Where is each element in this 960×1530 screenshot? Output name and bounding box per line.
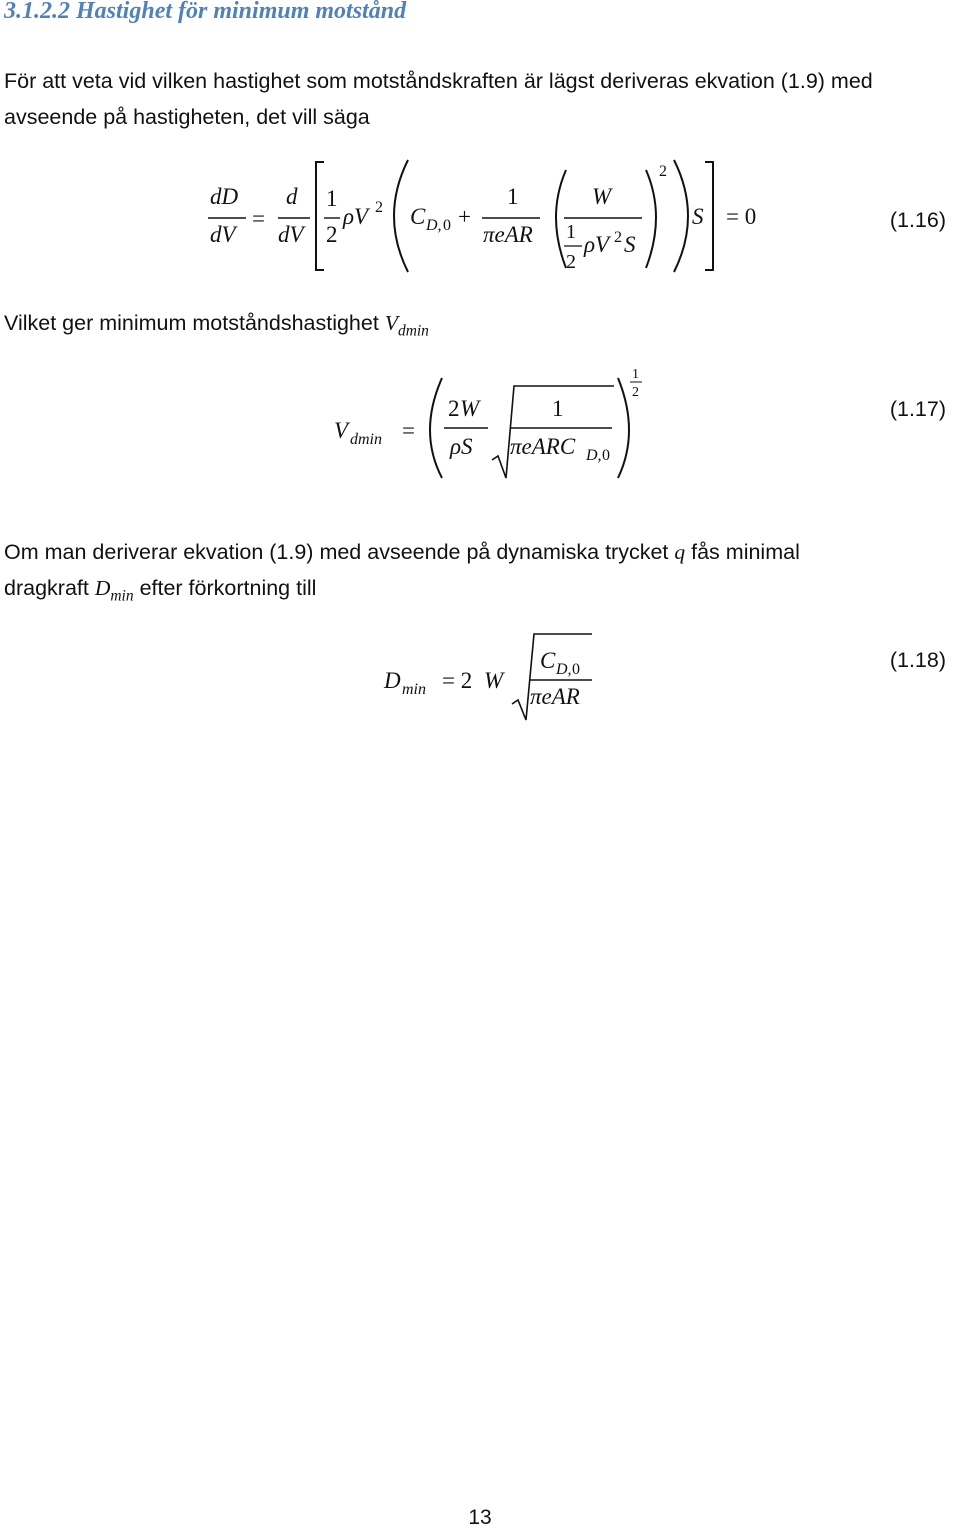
svg-text:1: 1 bbox=[326, 186, 338, 211]
svg-text:πeAR: πeAR bbox=[530, 684, 580, 709]
svg-text:2: 2 bbox=[566, 251, 576, 273]
section-heading: 3.1.2.2 Hastighet för minimum motstånd bbox=[4, 0, 407, 24]
svg-text:D,: D, bbox=[586, 447, 602, 464]
svg-text:0: 0 bbox=[443, 217, 451, 234]
svg-text:dmin: dmin bbox=[350, 431, 382, 448]
svg-text:D,: D, bbox=[556, 661, 572, 678]
equation-1-16 bbox=[200, 156, 800, 276]
page-number: 13 bbox=[468, 1506, 492, 1529]
paragraph-2-text: Vilket ger minimum motståndshastighet bbox=[4, 311, 379, 335]
svg-text:1: 1 bbox=[507, 184, 519, 209]
paragraph-1 bbox=[4, 63, 873, 135]
svg-text:S: S bbox=[624, 232, 636, 257]
svg-text:D,: D, bbox=[426, 217, 442, 234]
paragraph-2 bbox=[4, 305, 429, 349]
svg-text:=: = bbox=[252, 206, 265, 231]
svg-text:W: W bbox=[484, 668, 504, 693]
svg-text:2: 2 bbox=[659, 163, 667, 180]
svg-text:C: C bbox=[410, 204, 426, 229]
svg-text:1: 1 bbox=[552, 396, 564, 421]
svg-text:2: 2 bbox=[614, 229, 622, 246]
paragraph-1-line-1: För att veta vid vilken hastighet som motståndskraften är lägst deriveras ekvation (1.9) med bbox=[4, 69, 873, 93]
svg-text:ρS: ρS bbox=[450, 434, 473, 459]
svg-text:S: S bbox=[692, 204, 704, 229]
paragraph-1-line-2: avseende på hastigheten, det vill säga bbox=[4, 105, 370, 129]
svg-text:W: W bbox=[592, 184, 612, 209]
svg-text:= 2: = 2 bbox=[442, 668, 473, 693]
d-min-symbol: $D_{min}$ bbox=[94, 576, 134, 605]
equation-1-16-number: (1.16) bbox=[889, 208, 946, 232]
svg-text:V: V bbox=[334, 418, 349, 443]
v-dmin-symbol: $V_{dmin}$ bbox=[384, 311, 429, 340]
eq1-d: d bbox=[286, 184, 298, 209]
paragraph-3 bbox=[4, 534, 800, 614]
svg-text:dV: dV bbox=[278, 222, 304, 247]
q-symbol: q bbox=[674, 540, 686, 564]
svg-text:2: 2 bbox=[375, 199, 383, 216]
equation-1-18 bbox=[380, 628, 620, 728]
equation-1-17-number: (1.17) bbox=[889, 397, 946, 421]
svg-text:= 0: = 0 bbox=[726, 204, 757, 229]
svg-text:W: W bbox=[460, 396, 480, 421]
eq1-dd: dD bbox=[210, 184, 239, 209]
svg-text:1: 1 bbox=[632, 367, 639, 382]
svg-text:πeARC: πeARC bbox=[510, 434, 576, 459]
eq1-dv: dV bbox=[210, 222, 236, 247]
svg-text:+: + bbox=[458, 204, 471, 229]
svg-text:1: 1 bbox=[566, 221, 576, 243]
svg-text:ρV: ρV bbox=[584, 232, 610, 257]
svg-text:πeAR: πeAR bbox=[483, 222, 533, 247]
svg-text:C: C bbox=[540, 648, 556, 673]
paragraph-3-line-2: dragkraft $D_{min}$ efter förkortning till bbox=[4, 576, 317, 605]
svg-text:2: 2 bbox=[448, 396, 460, 421]
equation-1-18-number: (1.18) bbox=[889, 648, 946, 672]
svg-text:ρV: ρV bbox=[343, 204, 369, 229]
paragraph-3-line-1: Om man deriverar ekvation (1.9) med avseende på dynamiska trycket q fås minimal bbox=[4, 540, 800, 564]
svg-text:min: min bbox=[402, 681, 426, 698]
svg-text:D: D bbox=[384, 668, 401, 693]
svg-text:2: 2 bbox=[632, 385, 639, 400]
svg-text:0: 0 bbox=[572, 661, 580, 678]
svg-text:0: 0 bbox=[602, 447, 610, 464]
svg-text:=: = bbox=[402, 418, 415, 443]
equation-1-17 bbox=[330, 360, 660, 490]
svg-text:2: 2 bbox=[326, 222, 338, 247]
